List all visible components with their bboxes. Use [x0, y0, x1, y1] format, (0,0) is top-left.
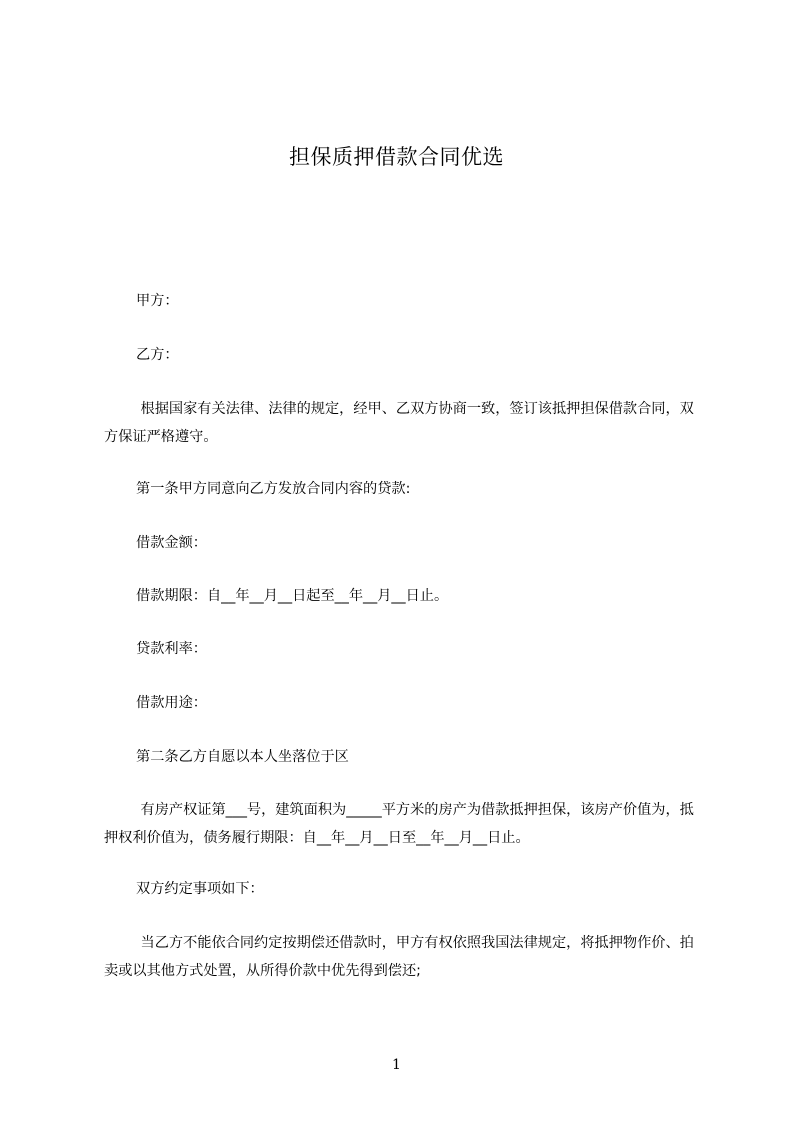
repayment-default-paragraph: 当乙方不能依合同约定按期偿还借款时，甲方有权依照我国法律规定，将抵押物作价、拍卖或以其他方式处置，从所得价款中优先得到偿还;	[104, 935, 694, 979]
article-two-heading: 第二条乙方自愿以本人坐落位于区	[136, 749, 349, 765]
article-one-heading: 第一条甲方同意向乙方发放合同内容的贷款:	[136, 481, 411, 497]
preamble-paragraph: 根据国家有关法律、法律的规定，经甲、乙双方协商一致，签订该抵押担保借款合同，双方保证严格遵守。	[104, 401, 694, 445]
interest-rate-line: 贷款利率：	[136, 641, 207, 657]
loan-purpose-line: 借款用途：	[136, 695, 207, 711]
property-paragraph: 有房产权证第___号，建筑面积为_____平方米的房产为借款抵押担保，该房产价值为，抵押权利价值为，债务履行期限：自__年__月__日至__年__月__日止。	[104, 802, 694, 846]
agreed-items-heading: 双方约定事项如下：	[136, 881, 264, 897]
loan-term-line: 借款期限：自__年__月__日起至__年__月__日止。	[136, 588, 449, 604]
page-number: 1	[392, 1057, 401, 1073]
party-b-line: 乙方：	[136, 347, 179, 363]
loan-amount-line: 借款金额：	[136, 535, 207, 551]
party-a-line: 甲方：	[136, 293, 179, 309]
document-title: 担保质押借款合同优选	[289, 145, 504, 169]
